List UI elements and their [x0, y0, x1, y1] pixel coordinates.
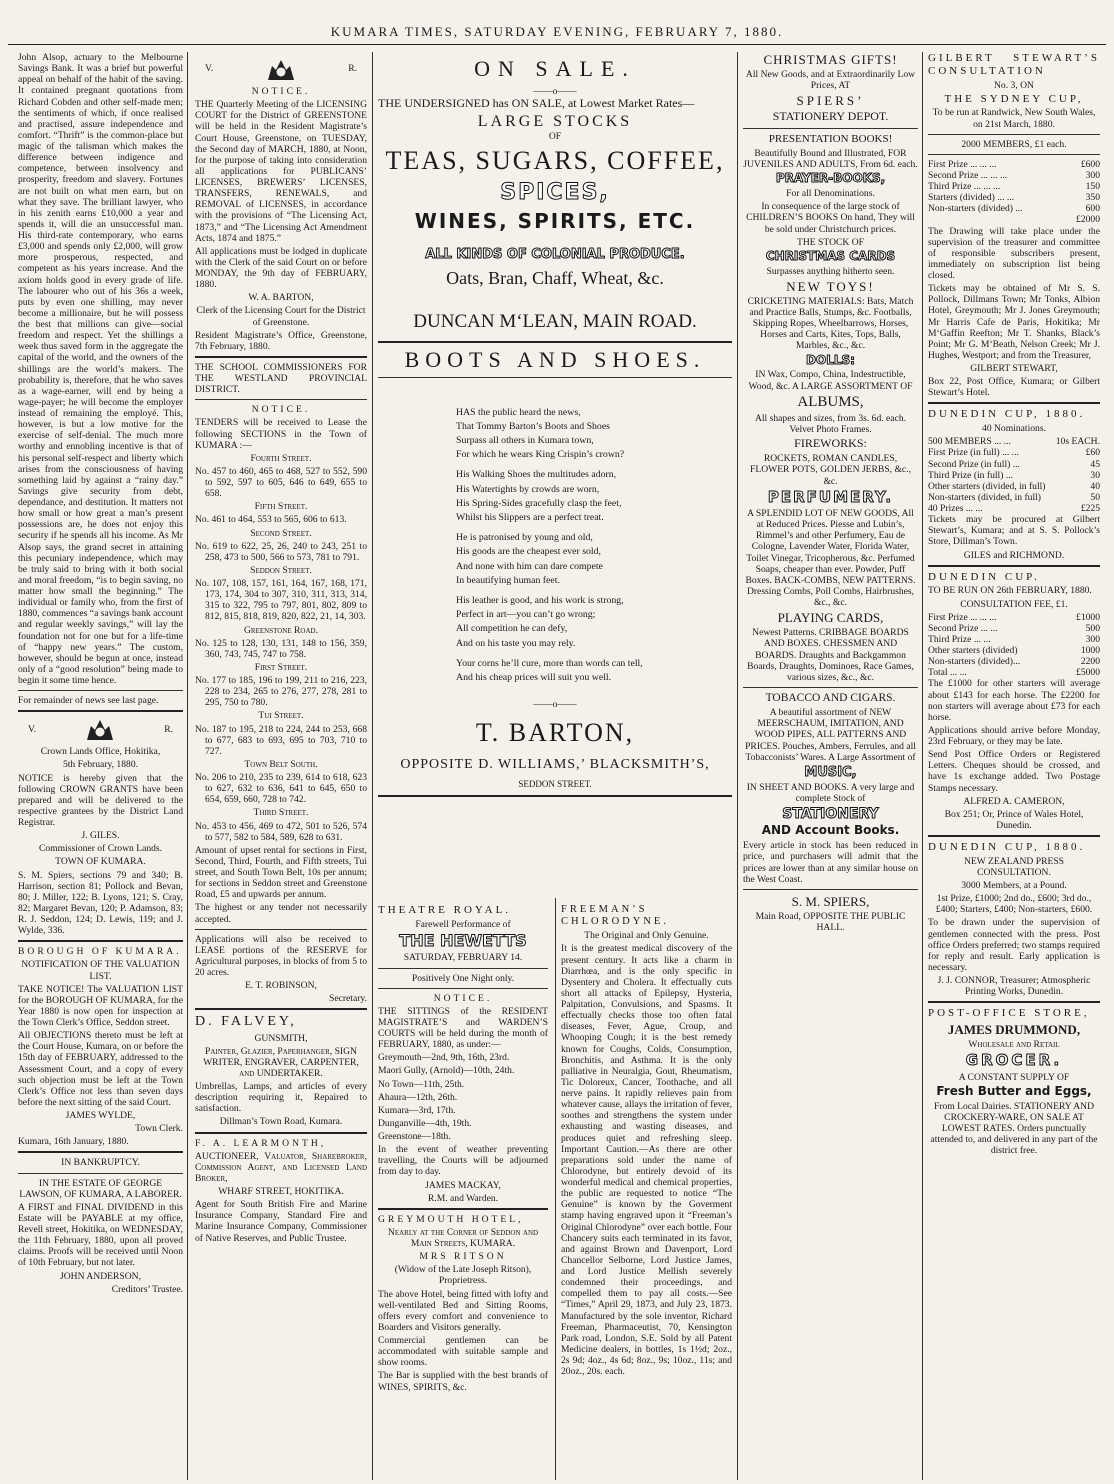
street-name: Fourth Street.: [250, 452, 312, 464]
crest-letter-v: V.: [205, 63, 214, 75]
hotel-bar: The Bar is supplied with the best brands of WINES, SPIRITS, &c.: [378, 1370, 548, 1393]
chlorodyne-ad: [561, 904, 732, 1379]
tickets-text-2: Tickets may be procured at Gilbert Stewart’s, Kumara; and at S. S. Pollock’s Store, Dillman’s Town.: [928, 514, 1100, 548]
theatre-heading: THEATRE ROYAL.: [378, 904, 512, 916]
notice-heading: NOTICE.: [433, 992, 493, 1004]
objections-notice: All OBJECTIONS thereto must be left at the Court House, Kumara, on or before the 15th day of FEBRUARY, addressed to the Assessment Court, and a copy of every such objection must be left at the Town Clerk’s Office not less than seven days before the next sitting of the said Court.: [18, 1030, 183, 1108]
divider: [378, 377, 732, 378]
valuation-notice: TAKE NOTICE! The VALUATION LIST for the BOROUGH OF KUMARA, for the Year 1880 is now open for inspection at the Town Clerk’s Office, Seddon street.: [18, 983, 183, 1028]
drummond-trade: Wholesale and Retail: [968, 1039, 1060, 1051]
gilbert-address: Box 22, Post Office, Kumara; or Gilbert Stewart’s Hotel.: [928, 376, 1100, 399]
duncan-mclean: DUNCAN M‘LEAN, MAIN ROAD.: [413, 311, 697, 333]
column-1: [18, 52, 183, 1480]
tobacco: TOBACCO AND CIGARS.: [765, 691, 896, 704]
sydney-text: To be run at Randwick, New South Wales, on 21st March, 1880.: [932, 107, 1096, 130]
oats-line: Oats, Bran, Chaff, Wheat, &c.: [446, 268, 664, 289]
connor-name: J. J. CONNOR, Treasurer; Atmospheric Printing Works, Dunedin.: [937, 975, 1091, 998]
drummond-name: JAMES DRUMMOND,: [947, 1022, 1081, 1037]
street-sections: No. 187 to 195, 218 to 224, 244 to 253, 668 to 677, 683 to 693, 695 to 703, 710 to 727.: [195, 723, 367, 757]
prize-row: First Prize (in full) ... ... £60: [928, 447, 1100, 459]
christmas-gifts-heading: CHRISTMAS GIFTS!: [763, 52, 898, 67]
divider: [928, 134, 1100, 135]
divider: [195, 1132, 367, 1134]
sections-list: [195, 453, 367, 843]
consultation-number: No. 3, ON: [994, 79, 1034, 91]
divider: [928, 1001, 1100, 1003]
place-dates: Kumara—3rd, 17th.: [378, 1104, 456, 1116]
presentation-text: Beautifully Bound and Illustrated, FOR JUVENILES AND ADULTS, From 6d. each.: [743, 148, 918, 171]
spiers-heading: SPIERS’: [796, 93, 865, 109]
divider: [378, 988, 548, 989]
show-date: SATURDAY, FEBRUARY 14.: [403, 952, 523, 964]
drawing-text: The Drawing will take place under the supervision of the treasurer and committee of responsible subscribers present, immediately on subscription list being closed.: [928, 225, 1100, 281]
street-name: Greenstone Road.: [244, 624, 318, 636]
poem-line: He is patronised by young and old,: [456, 532, 593, 544]
street-name: Tui Street.: [258, 710, 304, 722]
hotel-keeper-note: (Widow of the Late Joseph Ritson), Proprietress.: [394, 1264, 532, 1287]
chlorodyne-sub: The Original and Only Genuine.: [584, 930, 709, 942]
cameron-name: ALFRED A. CAMERON,: [963, 795, 1065, 807]
bankruptcy-heading: IN BANKRUPTCY.: [61, 1157, 140, 1169]
column-divider: [737, 52, 738, 1480]
prize-row: Second Prize (in full) ... 45: [928, 458, 1100, 470]
sydney-cup: THE SYDNEY CUP,: [944, 92, 1084, 105]
hotel-location: Nearly at the Corner of Seddon and Main Streets, KUMARA.: [387, 1226, 539, 1250]
members: 2000 MEMBERS, £1 each.: [961, 138, 1067, 150]
prize-row: Second Prize ... ... ... 300: [928, 169, 1100, 181]
town-clerk-name: JAMES WYLDE,: [65, 1110, 136, 1121]
crown-grants-notice: NOTICE is hereby given that the following CROWN GRANTS have been prepared and will be delivered to the respective grantees by the District Land Registrar.: [18, 772, 183, 828]
presentation-books: PRESENTATION BOOKS!: [768, 133, 893, 146]
learmonth-agencies: Agent for South British Fire and Marine Insurance Company, Standard Fire and Marine Insurance Company, Commissioner of Native Reserves, and Public Trustee.: [195, 1199, 367, 1244]
childrens-books: In consequence of the large stock of CHILDREN’S BOOKS On hand, They will be sold under Christchurch prices.: [746, 201, 915, 235]
stationery: STATIONERY: [782, 806, 879, 823]
divider: [378, 968, 548, 969]
prize-table-3: [928, 612, 1100, 679]
falvey-trade: GUNSMITH,: [254, 1032, 308, 1044]
divider: [928, 835, 1100, 837]
prize-row: Third Prize ... ... ... 150: [928, 181, 1100, 192]
applications-text: Applications should arrive before Monday, 23rd February, or they may be late.: [928, 724, 1100, 747]
dolls-text: IN Wax, Compo, China, Indestructible, Wood, &c. A LARGE ASSORTMENT OF: [748, 369, 913, 392]
place-dates: No Town—11th, 25th.: [378, 1078, 465, 1090]
upset-rental-note: Amount of upset rental for sections in First, Second, Third, Fourth, and Fifth streets, Tui street, and South Town Belt, 10s per annum; for sections in Seddon street and Greenstone Road, £5 and upwards per annum.: [195, 844, 367, 901]
masthead-rule: [8, 44, 1106, 45]
ornament: ——o——: [533, 85, 577, 97]
street-sections: No. 453 to 456, 469 to 472, 501 to 526, 574 to 577, 582 to 584, 589, 628 to 631.: [195, 820, 367, 843]
prize-row: Non-starters (divided)... 2200: [928, 656, 1100, 668]
tickets-text: Tickets may be obtained of Mr S. S. Pollock, Dillmans Town; Mr Tonks, Albion Hotel, Greymouth; Mr J. Jones Greymouth; Mr Harris Cafe de Paris, Hokitika; Mr M‘Gaffin Reefton; Mr T. Shanks, Black’s Point; Mr G. M‘Beath, Nelson Creek; Mr J. Hughes, Westport; and from the Treasurer,: [928, 283, 1100, 361]
royal-crest: [28, 716, 173, 742]
poem-line: In beautifying human feet.: [456, 574, 560, 586]
royal-coat-of-arms-icon: [83, 716, 117, 742]
divider: [743, 687, 918, 688]
farewell: Farewell Performance of: [415, 918, 511, 930]
perfumery: PERFUMERY.: [767, 487, 894, 506]
crown-lands-office: Crown Lands Office, Hokitika,: [40, 746, 161, 758]
poem-line: His goods are the cheapest ever sold,: [456, 546, 602, 558]
street-sections: No. 177 to 185, 196 to 199, 211 to 216, 223, 228 to 234, 265 to 276, 277, 278, 281 to 295, 750 to 780.: [195, 675, 367, 709]
nominations: 40 Nominations.: [982, 423, 1046, 435]
notice-heading: NOTICE.: [251, 86, 311, 97]
dateline: Resident Magistrate’s Office, Greenstone, 7th February, 1880.: [195, 329, 367, 352]
learmonth-address: WHARF STREET, HOKITIKA.: [218, 1186, 344, 1198]
street-sections: No. 457 to 460, 465 to 468, 527 to 552, 590 to 592, 597 to 605, 646 to 649, 655 to 658.: [195, 465, 367, 500]
tobacco-text: A beautiful assortment of NEW MEERSCHAUM, IMITATION, AND WOOD PIPES, ALL PATTERNS AND PRICES. Pouches, Ambers, Ferrules, and all Tobacconists’ Wares. A Large Assortment of: [745, 707, 916, 763]
divider: [378, 795, 732, 797]
spiers-address: Main Road, OPPOSITE THE PUBLIC HALL.: [755, 910, 906, 933]
account-books: AND Account Books.: [761, 823, 900, 838]
greymouth-hotel-heading: GREYMOUTH HOTEL,: [378, 1213, 524, 1225]
of-text: OF: [548, 131, 562, 143]
street-name: Second Street.: [250, 527, 312, 539]
lease-applications: Applications will also be received to LEASE portions of the RESERVE for Agricultural purposes, in blocks of from 5 to 20 acres.: [195, 933, 367, 978]
column-4: [743, 52, 918, 1480]
toys-text: CRICKETING MATERIALS: Bats, Match and Practice Balls, Stumps, &c. Footballs, Skipping Ropes, Wheelbarrows, Horses, Horses and Carts, Kites, Tops, Balls, Marbles, &c., &c.: [747, 295, 914, 352]
street-name: Town Belt South.: [244, 758, 318, 770]
wines-heading: WINES, SPIRITS, ETC.: [414, 208, 696, 233]
prize-row: Non-starters (divided) ... 600: [928, 203, 1100, 215]
signatory-title: Commissioner of Crown Lands.: [38, 843, 163, 855]
spices-heading: SPICES,: [500, 180, 610, 206]
christmas-cards: CHRISTMAS CARDS: [765, 248, 896, 263]
consultation-fee: CONSULTATION FEE, £1.: [960, 598, 1068, 610]
members-3: 3000 Members, at a Pound.: [961, 880, 1067, 891]
crest-letter-v: V.: [28, 723, 37, 735]
royal-crest: [205, 56, 357, 82]
tenders-intro: TENDERS will be received to Lease the following SECTIONS in the Town of KUMARA :—: [195, 417, 367, 451]
borough-heading: BOROUGH OF KUMARA.: [18, 946, 182, 958]
divider: [18, 1173, 183, 1174]
falvey-name: D. FALVEY,: [195, 1014, 297, 1030]
secretary-title: Secretary.: [329, 993, 367, 1005]
theatre-ad: [378, 904, 548, 1395]
hewetts-heading: THE HEWETTS: [399, 930, 527, 950]
divider: [195, 356, 367, 358]
tender-note: The highest or any tender not necessarily accepted.: [195, 902, 367, 925]
divider: [195, 929, 367, 930]
sittings-notice: THE SITTINGS of the RESIDENT MAGISTRATE’S and WARDEN’S COURTS will be held during the month of FEBRUARY, 1880, as under:—: [378, 1005, 548, 1051]
secretary-name: E. T. ROBINSON,: [245, 980, 317, 992]
post-office-store: POST-OFFICE STORE,: [928, 1007, 1090, 1020]
dunedin-cup-heading-3: DUNEDIN CUP, 1880.: [928, 841, 1086, 853]
prizes-text-3: 1st Prize, £1000; 2nd do., £600; 3rd do., £400; Starters, £400; Non-starters, £600.: [935, 893, 1093, 916]
fresh-butter: Fresh Butter and Eggs,: [936, 1083, 1092, 1098]
street-name: Fifth Street.: [254, 501, 308, 513]
poem-line: Whilst his Slippers are a perfect treat.: [456, 512, 604, 523]
grocer-heading: GROCER.: [965, 1051, 1063, 1070]
hotel-text: The above Hotel, being fitted with lofty and well-ventilated Bed and Sitting Rooms, offers every comfort and convenience to Boarders and Visitors generally.: [378, 1288, 548, 1333]
dividend-notice: A FIRST and FINAL DIVIDEND in this Estate will be PAYABLE at my office, Revell street, Hokitika, on WEDNESDAY, the 11th February, 1880, upon all proved claims. Proofs will be received until Noon of 10th February, but not later.: [18, 1201, 183, 1269]
chlorodyne-text: It is the greatest medical discovery of the present century. It acts like a charm in Diarrhœa, and is the only specific in Dysentery and Cholera. It effectually cuts short all attacks of Epilepsy, Hysteria, Palpitation, Convulsions, and Spasms. It effectually checks those too often fatal diseases, Fever, Ague, Croup, and Whooping Cough; it is the best remedy known for Coughs, Colds, Consumption, Bronchitis, and Asthma. It is the only palliative in Neuralgia, Gout, Rheumatism, Tic Doloreux, Cancer, Toothache, and all nerve pains. It rapidly relieves pain from whatever cause, allays the irritation of fever, soothes and strengthens the system under exhausting and wasting diseases, and produces quiet and refreshing sleep. Important Caution.—As there are other preparations sold under the name of Chlorodyne, but entirely devoid of its wonderful medical and chemical properties, the public are requested to notice “The Genuine” is known by the Goverment stamp having engraved upon it “Freeman’s Original Chlorodyne” over each bottle. Four Chancery suits each terminated in its favor, and against Brown and Davenport, Lord Chancellor Selborne, Lord Justice James, and Lord Justice Mellish severely condemned their proceedings, and compelled them to pay all costs.—See “Times,” April 29, 1873, and July 23, 1873. Manufactured by the sole inventor, Richard Freeman, Pharmaceutist, 70, Kensington Park road, London, S.E. Sold by all Patent Medicine dealers, in bottles, 1s 1½d; 2oz., 2s 9d; 4oz., 4s 6d; 8oz., 9s; 10oz., 11s; and 20oz., 20s. each.: [561, 943, 732, 1378]
albums: ALBUMS,: [797, 393, 864, 410]
ornament: ——o——: [533, 699, 577, 711]
stock-of: THE STOCK OF: [797, 236, 864, 248]
members-row: 500 MEMBERS ... ... 10s EACH.: [928, 436, 1100, 448]
poem-line: And on his taste you may rely.: [456, 637, 576, 649]
divider: [195, 399, 367, 400]
column-2: [195, 52, 367, 1480]
street-sections: No. 125 to 128, 130, 131, 148 to 156, 359, 360, 743, 745, 747 to 758.: [195, 637, 367, 660]
poem-line: That Tommy Barton’s Boots and Shoes: [456, 420, 610, 432]
prize-row: Starters (divided) ... ... 350: [928, 192, 1100, 204]
town-list: S. M. Spiers, sections 79 and 340; B. Harrison, section 81; Pollock and Bevan, 80; J. Miller, 122; B. Lyons, 121; S. Cray, 82; Margaret Bevan, 120; P. Adamson, 83; R. J. Seddon, 124; D. Lewis, 119; and J. Wylde, 336.: [18, 869, 183, 937]
teas-heading: TEAS, SUGARS, COFFEE,: [385, 146, 725, 176]
licensing-objections: All applications must be lodged in duplicate with the Clerk of the said Court on or before MONDAY, the 9th day of FEBRUARY, 1880.: [195, 245, 367, 291]
column-middle: [378, 52, 732, 1480]
street-name: Third Street.: [253, 807, 309, 819]
poem-line: And none with him can dare compete: [456, 560, 603, 572]
divider: [378, 1208, 548, 1210]
warden-name: JAMES MACKAY,: [425, 1179, 501, 1191]
warden-title: R.M. and Warden.: [427, 1192, 499, 1204]
royal-coat-of-arms-icon: [264, 56, 298, 82]
colonial-produce: ALL KINDS OF COLONIAL PRODUCE.: [425, 247, 685, 263]
street-sections: No. 461 to 464, 553 to 565, 606 to 613.: [195, 514, 347, 526]
street-sections: No. 619 to 622, 25, 26, 240 to 243, 251 to 258, 473 to 500, 566 to 573, 781 to 791.: [195, 540, 367, 563]
estate-heading: IN THE ESTATE OF GEORGE LAWSON, OF KUMARA, A LABORER.: [19, 1177, 182, 1200]
divider: [18, 690, 183, 691]
prize-total: Total ... ... £5000: [928, 667, 1100, 679]
on-sale-intro: THE UNDERSIGNED has ON SALE, at Lowest Market Rates—: [378, 95, 695, 110]
spiers-name: S. M. SPIERS,: [791, 893, 870, 909]
clerk-title: Clerk of the Licensing Court for the District of Greenstone.: [196, 305, 366, 328]
prize-row: First Prize ... ... ... £1000: [928, 611, 1100, 623]
divider: [18, 710, 183, 712]
constant-supply: A CONSTANT SUPPLY OF: [958, 1071, 1070, 1083]
poem-line: For which he wears King Crispin’s crown?: [456, 449, 625, 461]
hotel-keeper: MRS RITSON: [419, 1251, 507, 1263]
seddon-street: SEDDON STREET.: [518, 778, 592, 789]
fireworks-text: ROCKETS, ROMAN CANDLES, FLOWER POTS, GOLDEN JERBS, &c., &c.: [750, 453, 911, 487]
poem-line: His Watertights by crowds are worn,: [456, 483, 600, 495]
fireworks: FIREWORKS:: [794, 436, 867, 451]
consultation-heading: GILBERT STEWART’S CONSULTATION: [928, 52, 1100, 77]
poem-line: His Walking Shoes the multitudes adorn,: [456, 469, 617, 481]
news-article-body: John Alsop, actuary to the Melbourne Savings Bank. It was a brief but powerful appeal on behalf of the habit of the saving. It contained pregnant quotations from Richard Cobden and other self-made men; the sentiments of which, if once realised and practised, assure independence and comfort. “Thrift” is the common-place but magic of the talisman which makes the difference between indigence and competence, between insolvency and prosperity, freedom and slavery. Fortunes are not built on what men earn, but on what they save. The brilliant lawyer, who in his zenith earns £10,000 a year and spends it, will die an unsuccessful man. His third-rate contemporary, who earns £3,000 and spends only £2,000, will grow more prosperous, respected, and competent as his years increase. And the axiom holds good in every grade of life. The labourer who out of his 36s a week, puts by even one shilling, may never become a millionaire, but he will possess the best that millions can give—social freedom and respect. Yet the shillings a week thus saved form in the aggregate the capital of the world, and the owners of the shillings are the world’s makers. The probability is, therefore, that he who saves as a wage-earner, will end by being a wage-payer; he will become the employer instead of remaining the employé. This, however, is but a low motive for the exercise of self-denial. The much more worthy and ennobling incentive is that of his personal self-respect and liberty which arises from the consciousness of having something laid by against a “rainy day.” Savings give security from debt, dependance, and destitution. It matters not how small or how great a man’s present possessions are, he does not enjoy this security if he spends all his income. As Mr Alsop says, the grand secret in attaining this pecuniary independence, which may be truly said to bring with it both social and moral freedom, “is to begin saving, no matter how small the beginning.” The individual or family who, from the first of 1880, commences “a savings bank account and regular weekly savings,” will lay the foundation not for one but for a life-time of “happy new years.” The custom, however, should be begun at once, instead only of a “good resolution” being made to begin it some time hence.: [18, 52, 183, 686]
divider: [18, 1151, 183, 1153]
licensing-notice: THE Quarterly Meeting of the LICENSING COURT for the District of GREENSTONE will be held in the Resident Magistrate’s Court House, Greenstone, on TUESDAY, the Second day of MARCH, 1880, at Noon, for the purpose of taking into consideration all applications for PUBLICANS’ LICENSES, BREWERS’ LICENSES, TRANSFERS, RENEWALS, and REMOVAL of LICENSES, in accordance with the provisions of “The Licensing Act, 1873,” and “The Licensing Act Amendment Acts, 1874 and 1875.”: [195, 99, 367, 244]
starters-text: The £1000 for other starters will average about £143 for each horse. The £2200 for non starters will average about £73 for each horse.: [928, 678, 1100, 723]
section-heading: TOWN OF KUMARA.: [55, 856, 146, 868]
on-sale-heading: ON SALE.: [474, 56, 636, 81]
poem-line: Your corns he’ll cure, more than words can tell,: [456, 657, 643, 669]
falvey-text: Umbrellas, Lamps, and articles of every description requiring it, Repaired to satisfaction.: [195, 1081, 367, 1115]
weather-note: In the event of weather preventing travelling, the Courts will be adjourned from day to day.: [378, 1144, 548, 1178]
clerk-name: W. A. BARTON,: [248, 292, 314, 304]
press-consultation: NEW ZEALAND PRESS CONSULTATION.: [963, 855, 1065, 878]
dunedin-cup-heading-2: DUNEDIN CUP.: [928, 570, 1040, 583]
crest-letter-r: R.: [164, 723, 173, 735]
street-sections: No. 107, 108, 157, 161, 164, 167, 168, 171, 173, 174, 304 to 307, 310, 311, 313, 314, 315 to 322, 795 to 797, 801, 802, 809 to 812, 815, 818, 819, 820, 822, 21, 14, 303.: [195, 578, 367, 623]
school-commissioners-heading: THE SCHOOL COMMISSIONERS FOR THE WESTLAND PROVINCIAL DISTRICT.: [195, 361, 367, 396]
boots-poem: [378, 406, 732, 686]
music-text: IN SHEET AND BOOKS. A very large and complete Stock of: [746, 781, 915, 805]
place-dates: Dunganville—4th, 19th.: [378, 1117, 472, 1129]
new-toys: NEW TOYS!: [786, 278, 875, 294]
masthead-title: KUMARA TIMES, SATURDAY EVENING, FEBRUARY 7, 1880.: [330, 24, 784, 39]
learmonth-name: F. A. LEARMONTH,: [195, 1137, 327, 1149]
cards-text: Surpasses anything hitherto seen.: [766, 265, 895, 277]
poem-line: And his cheap prices will suit you well.: [456, 672, 612, 684]
prize-table-2: [928, 447, 1100, 514]
one-night: Positively One Night only.: [411, 972, 515, 984]
place-dates: Greenstone—18th.: [378, 1131, 451, 1143]
trustee-title: Creditors’ Trustee.: [111, 1283, 183, 1295]
boots-heading: BOOTS AND SHOES.: [404, 347, 706, 373]
falvey-services: Painter, Glazier, Paperhanger, SIGN WRITER, ENGRAVER, CARPENTER, and UNDERTAKER.: [203, 1045, 359, 1079]
divider: [378, 341, 732, 343]
trustee-name: JOHN ANDERSON,: [59, 1270, 142, 1282]
perfumery-text: A SPLENDID LOT OF NEW GOODS, All at Reduced Prices. Piesse and Lubin’s, Rimmel’s and other Perfumery, Eau de Cologne, Lavender Water, Florida Water, Toilet Vinegar, Tricopherous, &c. Perfumed Soaps, cheaper than ever. Powder, Puff Boxes. BACK-COMBS, NEW PATTERNS. Dressing Combs, Poll Combs, Hairbrushes, &c., &c.: [745, 508, 916, 609]
column-5: [928, 52, 1100, 1480]
large-stocks: LARGE STOCKS: [477, 112, 633, 130]
prayer-text: For all Denominations.: [786, 188, 875, 200]
signatory-name: J. GILES.: [81, 830, 120, 842]
prize-total: £2000: [1076, 214, 1100, 226]
barton-address: OPPOSITE D. WILLIAMS,’ BLACKSMITH’S,: [400, 756, 710, 772]
agents: GILES and RICHMOND.: [963, 549, 1065, 561]
street-name: First Street.: [254, 661, 308, 673]
stationery-depot: STATIONERY DEPOT.: [772, 109, 889, 124]
crown-lands-date: 5th February, 1880.: [62, 759, 139, 771]
poem-line: His Spring-Sides gracefully clasp the feet,: [456, 497, 622, 509]
playing-text: Newest Patterns. CRIBBAGE BOARDS AND BOXES. CHESSMEN AND BOARDS. Draughts and Backgammon Boards, Draughts, Dominoes, Race Games, various sizes, &c., &c.: [747, 627, 914, 683]
music: MUSIC,: [804, 764, 857, 780]
divider: [928, 565, 1100, 567]
prize-row: First Prize ... ... ... £600: [928, 158, 1100, 170]
column-divider: [922, 52, 923, 1480]
prize-table-1: [928, 159, 1100, 226]
run-date: TO BE RUN ON 26th FEBRUARY, 1880.: [928, 585, 1092, 597]
dateline: Kumara, 16th January, 1880.: [18, 1136, 129, 1148]
street-sections: No. 206 to 210, 235 to 239, 614 to 618, 623 to 627, 632 to 636, 641 to 645, 650 to 654, 659, 660, 728 to 742.: [195, 772, 367, 806]
crest-letter-r: R.: [348, 63, 357, 75]
prize-row: Other starters (divided) 1000: [928, 645, 1100, 656]
learmonth-trade: AUCTIONEER, Valuator, Sharebroker, Commission Agent, and Licensed Land Broker,: [195, 1150, 367, 1184]
valuation-heading: NOTIFICATION OF THE VALUATION LIST.: [21, 959, 180, 982]
cameron-address: Box 251; Or, Prince of Wales Hotel, Dunedin.: [944, 808, 1084, 831]
prayer-books: PRAYER-BOOKS,: [775, 171, 886, 186]
poem-line: His leather is good, and his work is strong,: [456, 595, 624, 607]
stationery-text: Every article in stock has been reduced in price, and purchasers will admit that the prices are lower than at any similar house on the West Coast.: [743, 840, 918, 885]
albums-text: All shapes and sizes, from 3s. 6d. each. Velvet Photo Frames.: [754, 413, 907, 436]
divider: [743, 128, 918, 129]
post-office-orders: Send Post Office Orders or Registered Letters. Cheques should be crossed, and have 1s exchange added. Two Postage Stamps necessary.: [928, 749, 1100, 794]
prize-row: Third Prize (in full) ... 30: [928, 469, 1100, 481]
prize-total: 40 Prizes ... ... £225: [928, 503, 1100, 514]
poem-line: Surpass all others in Kumara town,: [456, 434, 594, 446]
place-dates: Ahaura—12th, 26th.: [378, 1091, 458, 1103]
prize-row: Other starters (divided, in full) 40: [928, 480, 1100, 492]
divider: [743, 889, 918, 890]
street-name: Seddon Street.: [250, 564, 312, 576]
divider: [928, 154, 1100, 155]
poem-line: All competition he can defy,: [456, 623, 568, 635]
hotel-commercial: Commercial gentlemen can be accommodated with suitable sample and show rooms.: [378, 1335, 548, 1369]
place-dates: Greymouth—2nd, 9th, 16th, 23rd.: [378, 1052, 510, 1064]
column-divider: [187, 52, 188, 1480]
grocer-details: From Local Dairies. STATIONERY AND CROCKERY-WARE, ON SALE AT LOWEST RATES. Orders punctually attended to, and delivered in any part of the district free.: [930, 1100, 1098, 1157]
prize-row: Second Prize ... ... 500: [928, 622, 1100, 634]
dunedin-cup-heading: DUNEDIN CUP, 1880.: [928, 408, 1086, 421]
poem-line: HAS the public heard the news,: [456, 406, 581, 418]
dolls: DOLLS:: [806, 352, 855, 367]
place-dates: Maori Gully, (Arnold)—10th, 24th.: [378, 1065, 515, 1077]
drawn-text: To be drawn under the supervision of gentlemen connected with the press. Post office Orders preferred; two stamps required for reply and result. Early application is necessary.: [928, 917, 1100, 973]
playing-cards: PLAYING CARDS,: [777, 610, 884, 626]
masthead: [0, 0, 1114, 52]
remainder-note: For remainder of news see last page.: [18, 695, 159, 707]
t-barton-name: T. BARTON,: [475, 718, 635, 748]
poem-line: Perfect in art—you can’t go wrong;: [456, 609, 596, 621]
prize-row: Third Prize ... ... 300: [928, 633, 1100, 645]
divider: [928, 402, 1100, 404]
gilbert-name: GILBERT STEWART,: [970, 363, 1058, 374]
town-clerk-title: Town Clerk.: [135, 1123, 183, 1135]
prize-row: Non-starters (divided, in full) 50: [928, 491, 1100, 503]
notice-heading: NOTICE.: [251, 404, 311, 416]
gifts-intro: All New Goods, and at Extraordinarily Low Prices, AT: [745, 69, 916, 92]
divider: [195, 1008, 367, 1010]
falvey-address: Dillman’s Town Road, Kumara.: [219, 1116, 343, 1128]
column-divider: [372, 52, 373, 1480]
chlorodyne-heading: FREEMAN’S CHLORODYNE.: [561, 904, 669, 928]
divider: [18, 940, 183, 942]
